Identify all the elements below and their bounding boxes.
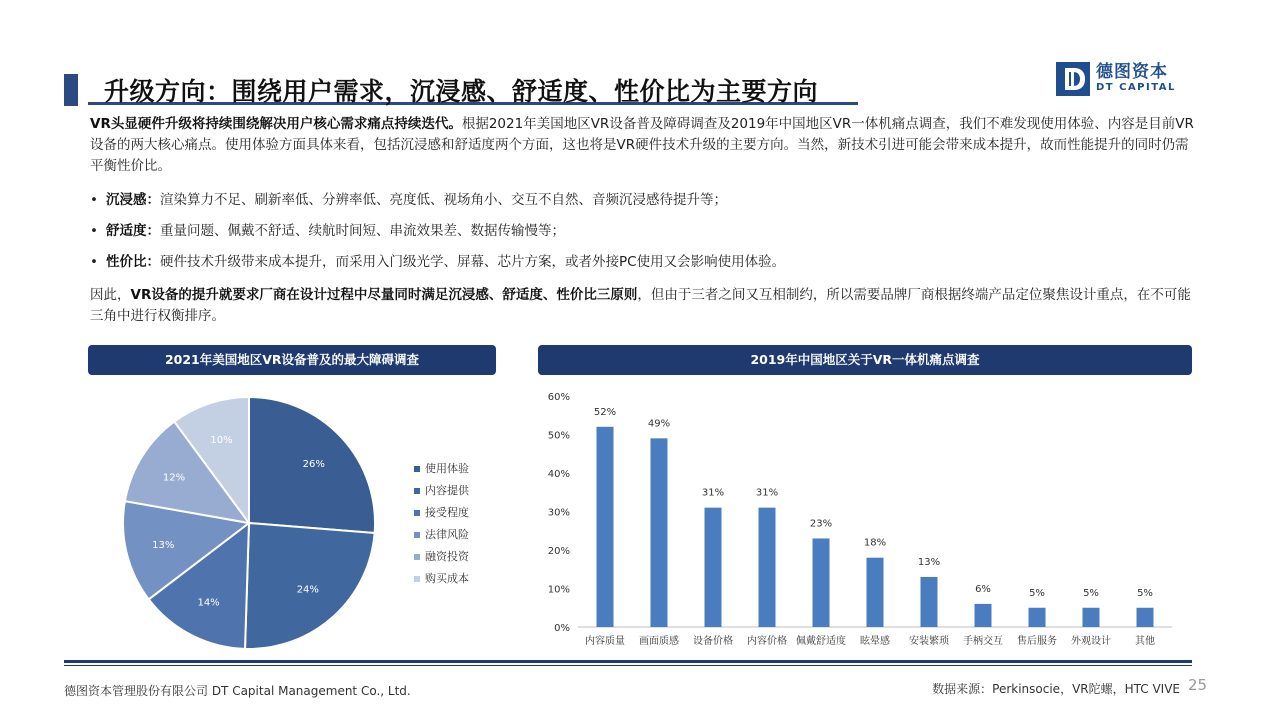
legend-label: 融资投资 [425,550,469,563]
dt-logo-icon [1056,62,1090,96]
y-tick-label: 40% [547,469,570,480]
legend-swatch [414,532,420,538]
footer-divider-thin [64,665,1192,666]
intro-bold: VR头显硬件升级将持续围绕解决用户核心需求痛点持续迭代。 [90,116,462,132]
legend-label: 接受程度 [425,506,469,519]
page-number: 25 [1188,676,1208,694]
bar-9 [1029,608,1046,627]
x-tick-label: 外观设计 [1071,636,1111,647]
bar-8 [975,604,992,627]
bar-6 [867,558,884,627]
x-tick-label: 眩晕感 [860,636,890,647]
y-tick-label: 30% [547,507,570,519]
bullet-text: 重量问题、佩戴不舒适、续航时间短、串流效果差、数据传输慢等； [160,223,565,239]
legend-label: 法律风险 [425,528,469,541]
bar-data-label: 5% [1137,587,1153,599]
conclusion-post: ，但由于三者之间又互相制约，所以需要品牌厂商根据终端产品定位聚焦设计重点，在不可能三角中进行权衡排序。 [90,287,1191,324]
x-tick-label: 设备价格 [693,636,733,647]
bar-data-label: 49% [647,418,671,430]
legend-item [414,568,469,590]
legend-label: 购买成本 [425,572,469,585]
legend-swatch [414,488,420,494]
logo-chinese-name: 德图资本 [1096,62,1168,82]
pie-slice-label: 13% [152,539,175,551]
legend-label: 内容提供 [425,484,469,497]
pie-slice-label: 26% [302,459,325,471]
bar-data-label: 5% [1083,587,1099,599]
legend-label: 使用体验 [425,462,469,475]
y-tick-label: 50% [547,430,570,442]
bar-2 [651,438,668,627]
bar-chart [540,380,1180,660]
company-logo [1056,62,1176,96]
conclusion-pre: 因此， [90,287,131,303]
bullet-label: 舒适度： [106,223,160,239]
bullet-comfort [90,221,565,242]
logo-english-name: DT CAPITAL [1096,82,1176,93]
conclusion-paragraph [90,285,1200,327]
conclusion-bold: VR设备的提升就要求厂商在设计过程中尽量同时满足沉浸感、舒适度、性价比三原则 [130,287,638,303]
bar-5 [813,538,830,627]
intro-rest: 根据2021年美国地区VR设备普及障碍调查及2019年中国地区VR一体机痛点调查，我们不难发现使用体验、内容是目前VR设备的两大核心痛点。使用体验方面具体来看，包括沉浸感和舒适度两个方面，这也将是VR硬件技术升级的主要方向。当然，新技术引进可能会带来成本提升，故而性能提升的同时仍需平衡性价比。 [90,116,1194,174]
bullet-value [90,252,785,273]
bar-1 [597,427,614,627]
legend-swatch [414,510,420,516]
bar-3 [705,508,722,627]
bar-data-label: 18% [863,537,887,549]
x-tick-label: 内容质量 [585,636,625,647]
bar-data-label: 6% [975,583,991,595]
bar-4 [759,508,776,627]
intro-paragraph [90,114,1200,177]
pie-chart [100,380,400,660]
x-tick-label: 手柄交互 [963,636,1003,647]
legend-item [414,480,469,502]
pie-slice-label: 14% [197,597,220,609]
footer-divider [64,660,1192,663]
y-tick-label: 10% [547,584,570,596]
legend-swatch [414,554,420,560]
x-tick-label: 内容价格 [747,636,787,647]
bar-10 [1083,608,1100,627]
bar-data-label: 31% [701,487,725,499]
bar-chart-header: 2019年中国地区关于VR一体机痛点调查 [538,345,1192,375]
legend-swatch [414,466,420,472]
bar-11 [1137,608,1154,627]
bullet-text: 硬件技术升级带来成本提升，而采用入门级光学、屏幕、芯片方案，或者外接PC使用又会影响使用体验。 [160,254,786,270]
bullet-dot: • [90,223,98,239]
bullet-text: 渲染算力不足、刷新率低、分辨率低、亮度低、视场角小、交互不自然、音频沉浸感待提升等； [160,192,727,208]
page-title: 升级方向：围绕用户需求，沉浸感、舒适度、性价比为主要方向 [104,77,819,106]
footer-source: 数据来源：Perkinsocie，VR陀螺，HTC VIVE [932,682,1180,696]
bar-data-label: 31% [755,487,779,499]
bullet-label: 沉浸感： [106,192,160,208]
bullet-immersion [90,190,727,211]
x-tick-label: 其他 [1135,636,1155,647]
x-tick-label: 画面质感 [639,636,679,647]
bullet-label: 性价比： [106,254,160,270]
legend-swatch [414,576,420,582]
pie-chart-header: 2021年美国地区VR设备普及的最大障碍调查 [88,345,496,375]
pie-slice-label: 24% [296,584,319,596]
x-tick-label: 安装繁琐 [909,636,949,647]
legend-item [414,458,469,480]
bar-data-label: 13% [917,556,941,568]
footer-company: 德图资本管理股份有限公司 DT Capital Management Co., Ltd. [64,684,411,698]
y-tick-label: 60% [547,392,570,403]
bullet-dot: • [90,192,98,208]
bar-data-label: 23% [809,518,833,530]
pie-slice-label: 10% [210,435,233,447]
bar-data-label: 5% [1029,587,1045,599]
x-tick-label: 佩戴舒适度 [796,636,846,647]
x-tick-label: 售后服务 [1017,636,1057,647]
pie-legend [414,458,469,590]
bar-data-label: 52% [593,406,617,418]
pie-slice-label: 12% [162,472,186,484]
legend-item [414,502,469,524]
legend-item [414,546,469,568]
title-accent-bar [64,74,78,106]
legend-item [414,524,469,546]
bullet-dot: • [90,254,98,270]
y-tick-label: 20% [547,546,570,557]
y-tick-label: 0% [554,623,570,634]
bar-7 [921,577,938,627]
